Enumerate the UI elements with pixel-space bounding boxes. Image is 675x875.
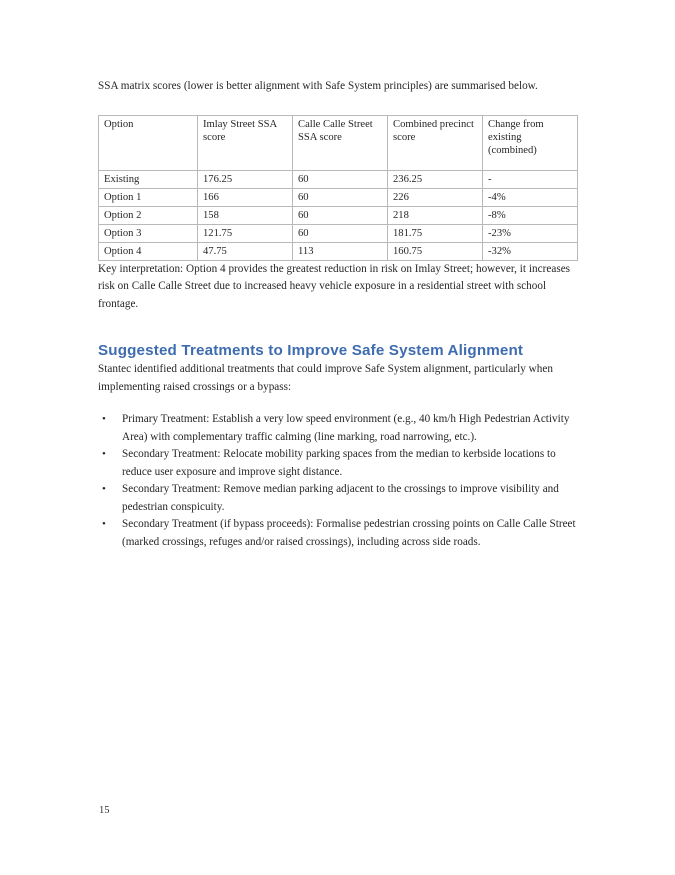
page-number: 15	[99, 805, 110, 816]
list-item-text: Secondary Treatment (if bypass proceeds): Formalise pedestrian crossing points on Calle Calle Street (marked crossings, refuges and/or raised crossings), including across side roads.	[122, 518, 576, 548]
section-heading: Suggested Treatments to Improve Safe System Alignment	[98, 342, 524, 359]
table-row	[99, 242, 578, 260]
table-row	[99, 206, 578, 224]
list-item-text: Secondary Treatment: Relocate mobility parking spaces from the median to kerbside locations to reduce user exposure and improve sight distance.	[122, 448, 556, 478]
table-row	[99, 224, 578, 242]
cell-combined: 226	[388, 188, 483, 206]
cell-imlay: 158	[198, 206, 293, 224]
cell-change: -4%	[483, 188, 578, 206]
column-header-change: Change from existing (combined)	[483, 115, 578, 170]
cell-calle: 60	[293, 188, 388, 206]
table-row	[99, 188, 578, 206]
list-item	[98, 516, 578, 551]
cell-imlay: 47.75	[198, 242, 293, 260]
cell-change: -	[483, 170, 578, 188]
cell-imlay: 176.25	[198, 170, 293, 188]
cell-calle: 113	[293, 242, 388, 260]
bullet-icon: •	[102, 413, 106, 425]
ssa-matrix-table	[98, 115, 578, 261]
section-intro-paragraph: Stantec identified additional treatments that could improve Safe System alignment, particularly when implementing raised crossings or a bypass:	[98, 363, 553, 393]
bullet-icon: •	[102, 483, 106, 495]
key-interpretation-paragraph: Key interpretation: Option 4 provides the greatest reduction in risk on Imlay Street; however, it increases risk on Calle Calle Street due to increased heavy vehicle exposure in a residential street with school frontage.	[98, 262, 571, 310]
cell-change: -8%	[483, 206, 578, 224]
cell-option: Option 3	[99, 224, 198, 242]
cell-change: -23%	[483, 224, 578, 242]
cell-option: Option 1	[99, 188, 198, 206]
treatments-list	[98, 411, 578, 551]
cell-imlay: 121.75	[198, 224, 293, 242]
list-item	[98, 446, 578, 481]
list-item-text: Secondary Treatment: Remove median parking adjacent to the crossings to improve visibility and pedestrian conspicuity.	[122, 483, 559, 513]
cell-combined: 236.25	[388, 170, 483, 188]
column-header-imlay-score: Imlay Street SSA score	[198, 115, 293, 170]
cell-option: Existing	[99, 170, 198, 188]
table-row	[99, 170, 578, 188]
table-body	[99, 170, 578, 260]
cell-option: Option 2	[99, 206, 198, 224]
column-header-combined: Combined precinct score	[388, 115, 483, 170]
column-header-option: Option	[99, 115, 198, 170]
list-item	[98, 411, 578, 446]
cell-calle: 60	[293, 224, 388, 242]
list-item	[98, 481, 578, 516]
table-header-row	[99, 115, 578, 170]
cell-combined: 160.75	[388, 242, 483, 260]
cell-change: -32%	[483, 242, 578, 260]
cell-imlay: 166	[198, 188, 293, 206]
intro-paragraph: SSA matrix scores (lower is better alignment with Safe System principles) are summarised below.	[98, 80, 538, 92]
cell-option: Option 4	[99, 242, 198, 260]
column-header-calle-score: Calle Calle Street SSA score	[293, 115, 388, 170]
cell-calle: 60	[293, 206, 388, 224]
cell-calle: 60	[293, 170, 388, 188]
list-item-text: Primary Treatment: Establish a very low speed environment (e.g., 40 km/h High Pedestrian Activity Area) with complementary traffic calming (line marking, road narrowing, etc.).	[122, 413, 570, 443]
bullet-icon: •	[102, 448, 106, 460]
table-header	[99, 115, 578, 170]
page-content	[98, 78, 578, 551]
cell-combined: 181.75	[388, 224, 483, 242]
cell-combined: 218	[388, 206, 483, 224]
bullet-icon: •	[102, 518, 106, 530]
